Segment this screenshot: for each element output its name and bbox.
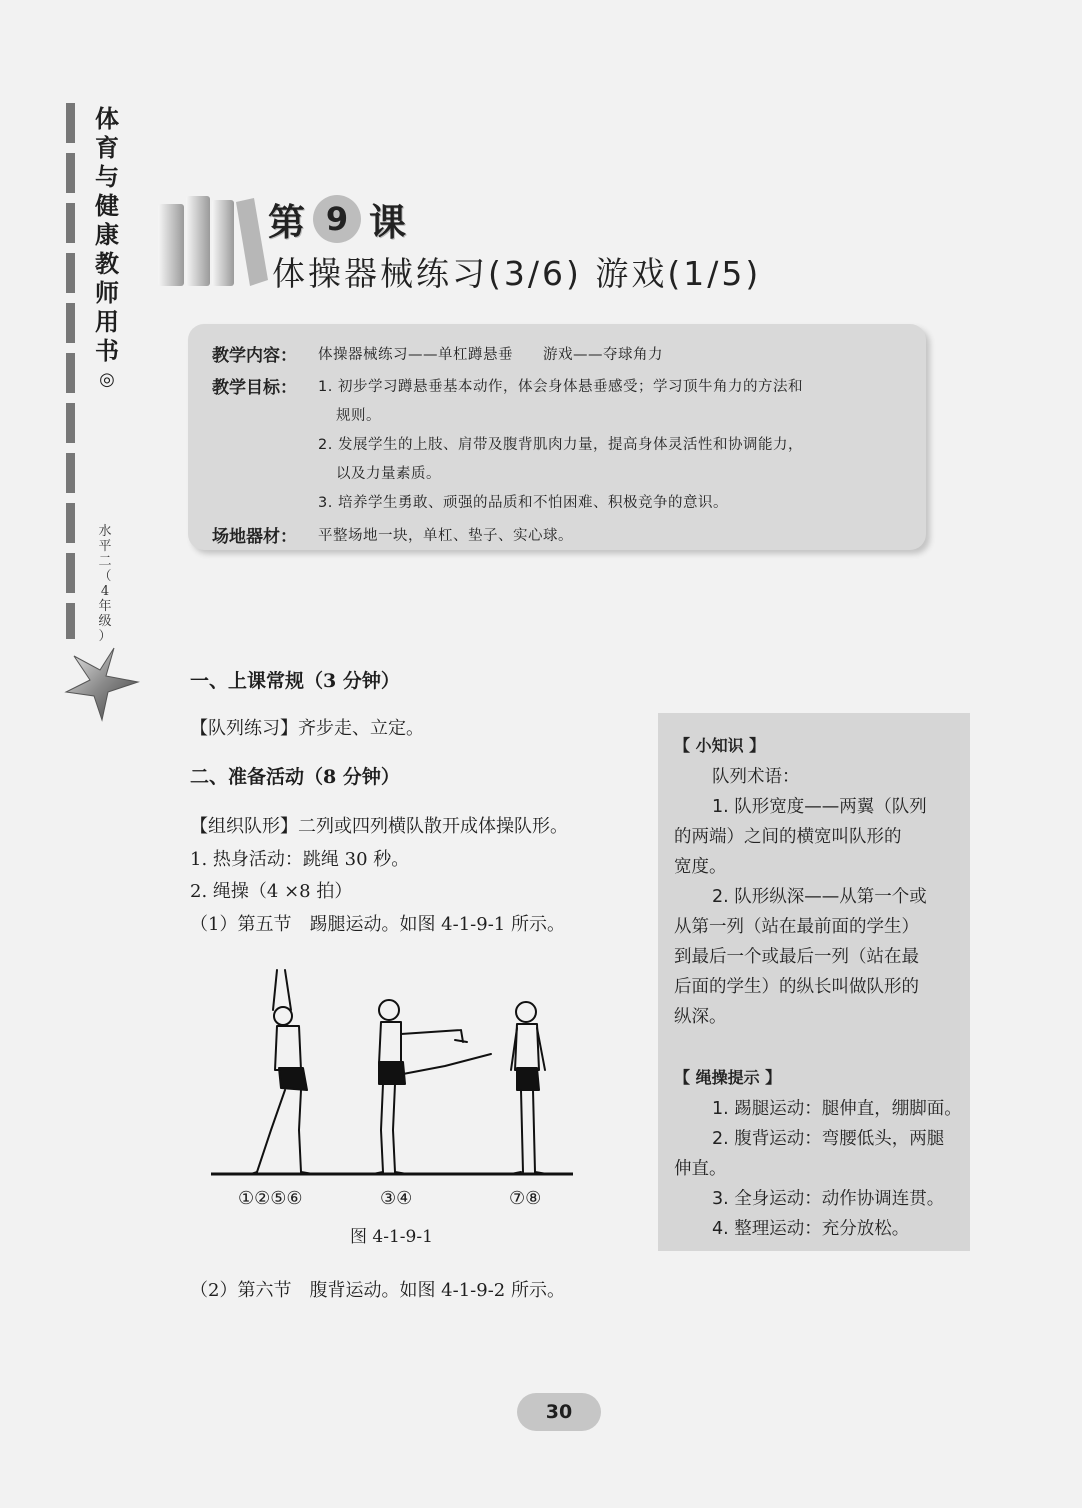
grade-level xyxy=(96,524,114,644)
knowledge-text: 纵深。 xyxy=(674,1007,727,1027)
lesson-suffix: 课 xyxy=(369,201,406,244)
margin-bar xyxy=(66,503,75,543)
margin-bar xyxy=(66,603,75,639)
book-title-char: 师 xyxy=(95,278,119,307)
tips-heading: 【 绳操提示 】 xyxy=(674,1068,782,1087)
knowledge-side-panel xyxy=(658,713,970,1251)
equipment-text: 平整场地一块，单杠、垫子、实心球。 xyxy=(318,528,573,544)
book-title-char: 育 xyxy=(95,133,119,162)
book-title-char: 康 xyxy=(95,220,119,249)
grade-level-char: ） xyxy=(98,629,112,644)
body-text: 1. 热身活动：跳绳 30 秒。 xyxy=(190,849,410,870)
book-title-char: 用 xyxy=(95,307,119,336)
goal-text: 3. 培养学生勇敢、顽强的品质和不怕困难、积极竞争的意识。 xyxy=(318,495,728,511)
body-text: 【队列练习】齐步走、立定。 xyxy=(190,718,424,739)
tips-text: 3. 全身运动：动作协调连贯。 xyxy=(712,1189,945,1209)
figure-caption: 图 4-1-9-1 xyxy=(350,1227,433,1247)
goal-text: 1. 初步学习蹲悬垂基本动作，体会身体悬垂感受；学习顶牛角力的方法和 xyxy=(318,379,803,395)
goal-label: 教学目标： xyxy=(212,378,297,398)
book-title-char: 书 xyxy=(95,336,119,365)
margin-bar xyxy=(66,153,75,193)
body-text: （1）第五节 踢腿运动。如图 4-1-9-1 所示。 xyxy=(190,914,565,935)
content-text: 体操器械练习——单杠蹲悬垂 游戏——夺球角力 xyxy=(318,347,663,363)
lesson-number-badge: 9 xyxy=(313,195,361,243)
star-icon xyxy=(62,646,142,722)
grade-level-char: 4 xyxy=(100,584,110,599)
tips-text: 1. 踢腿运动：腿伸直，绷脚面。 xyxy=(712,1099,962,1119)
grade-level-char: （ xyxy=(98,569,112,584)
knowledge-text: 从第一列（站在最前面的学生） xyxy=(674,917,919,937)
body-text: （2）第六节 腹背运动。如图 4-1-9-2 所示。 xyxy=(190,1280,565,1301)
grade-level-char: 级 xyxy=(98,614,112,629)
margin-bar xyxy=(66,253,75,293)
goal-text: 以及力量素质。 xyxy=(336,466,441,482)
body-text: 【组织队形】二列或四列横队散开成体操队形。 xyxy=(190,816,568,837)
book-title-char: 与 xyxy=(95,162,119,191)
grade-level-char: 水 xyxy=(98,524,112,539)
margin-bar xyxy=(66,203,75,243)
book-title-char: 教 xyxy=(95,249,119,278)
body-text: 2. 绳操（4 ×8 拍） xyxy=(190,881,353,902)
knowledge-text: 2. 队形纵深——从第一个或 xyxy=(712,887,927,907)
lesson-number-line xyxy=(268,192,406,246)
exercise-figure-illustration xyxy=(205,960,580,1185)
tips-text: 4. 整理运动：充分放松。 xyxy=(712,1219,910,1239)
knowledge-text: 后面的学生）的纵长叫做队形的 xyxy=(674,977,919,997)
lesson-prefix: 第 xyxy=(268,201,305,244)
knowledge-text: 到最后一个或最后一列（站在最 xyxy=(674,947,919,967)
grade-level-char: 二 xyxy=(98,554,112,569)
figure-label: ③④ xyxy=(380,1188,413,1209)
grade-level-char: 平 xyxy=(98,539,112,554)
book-title-char: ◎ xyxy=(99,369,115,390)
section-heading: 二、准备活动（8 分钟） xyxy=(190,766,400,788)
margin-bar xyxy=(66,453,75,493)
margin-bar xyxy=(66,303,75,343)
page-number: 30 xyxy=(517,1393,601,1431)
lesson-info-box xyxy=(188,324,926,550)
books-icon xyxy=(150,188,268,290)
knowledge-text: 宽度。 xyxy=(674,857,727,877)
goal-text: 2. 发展学生的上肢、肩带及腹背肌肉力量，提高身体灵活性和协调能力， xyxy=(318,437,803,453)
tips-text: 2. 腹背运动：弯腰低头，两腿 xyxy=(712,1129,945,1149)
book-title-char: 体 xyxy=(95,104,119,133)
margin-bar xyxy=(66,353,75,393)
margin-bar xyxy=(66,553,75,593)
figure-label: ⑦⑧ xyxy=(509,1188,542,1209)
book-title xyxy=(92,104,122,394)
knowledge-text: 队列术语： xyxy=(712,767,800,787)
margin-bar xyxy=(66,103,75,143)
lesson-title: 体操器械练习(3/6) 游戏(1/5) xyxy=(272,254,762,293)
goal-text: 规则。 xyxy=(336,408,381,424)
figure-label: ①②⑤⑥ xyxy=(238,1188,303,1209)
book-title-char: 健 xyxy=(95,191,119,220)
section-heading: 一、上课常规（3 分钟） xyxy=(190,670,400,692)
equipment-label: 场地器材： xyxy=(212,527,297,547)
knowledge-text: 1. 队形宽度——两翼（队列 xyxy=(712,797,927,817)
grade-level-char: 年 xyxy=(98,599,112,614)
knowledge-text: 的两端）之间的横宽叫队形的 xyxy=(674,827,902,847)
content-label: 教学内容： xyxy=(212,346,297,366)
tips-text: 伸直。 xyxy=(674,1159,727,1179)
knowledge-heading: 【 小知识 】 xyxy=(674,736,766,755)
margin-bar xyxy=(66,403,75,443)
